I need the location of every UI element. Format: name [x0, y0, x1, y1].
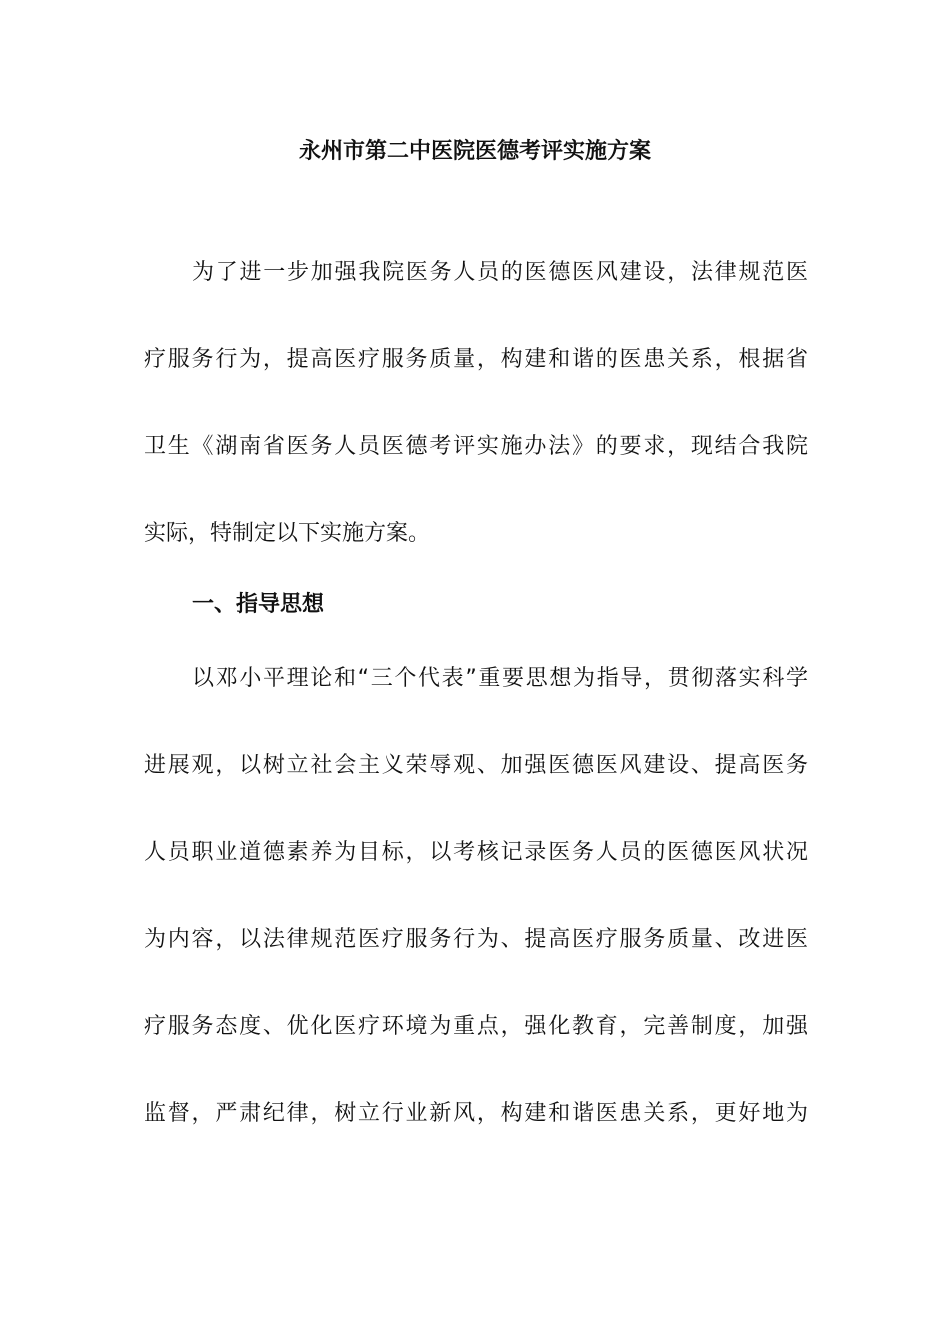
section1-line-4: 为内容，以法律规范医疗服务行为、提高医疗服务质量、改进医 — [144, 927, 808, 952]
section1-line-5: 疗服务态度、优化医疗环境为重点，强化教育，完善制度，加强 — [144, 1014, 808, 1039]
section1-line-2: 进展观，以树立社会主义荣辱观、加强医德医风建设、提高医务 — [144, 753, 808, 778]
intro-line-3: 卫生《湖南省医务人员医德考评实施办法》的要求，现结合我院 — [144, 434, 808, 459]
intro-line-2: 疗服务行为，提高医疗服务质量，构建和谐的医患关系，根据省 — [144, 347, 808, 372]
section1-line-1: 以邓小平理论和“三个代表”重要思想为指导，贯彻落实科学 — [192, 666, 808, 691]
intro-line-4: 实际，特制定以下实施方案。 — [144, 521, 431, 546]
document-title: 永州市第二中医院医德考评实施方案 — [298, 139, 651, 164]
section1-line-3: 人员职业道德素养为目标，以考核记录医务人员的医德医风状况 — [144, 840, 808, 865]
section1-line-6: 监督，严肃纪律，树立行业新风，构建和谐医患关系，更好地为 — [144, 1101, 808, 1126]
intro-line-1: 为了进一步加强我院医务人员的医德医风建设，法律规范医 — [192, 260, 808, 285]
section-heading-guiding-thought: 一、指导思想 — [192, 592, 325, 617]
